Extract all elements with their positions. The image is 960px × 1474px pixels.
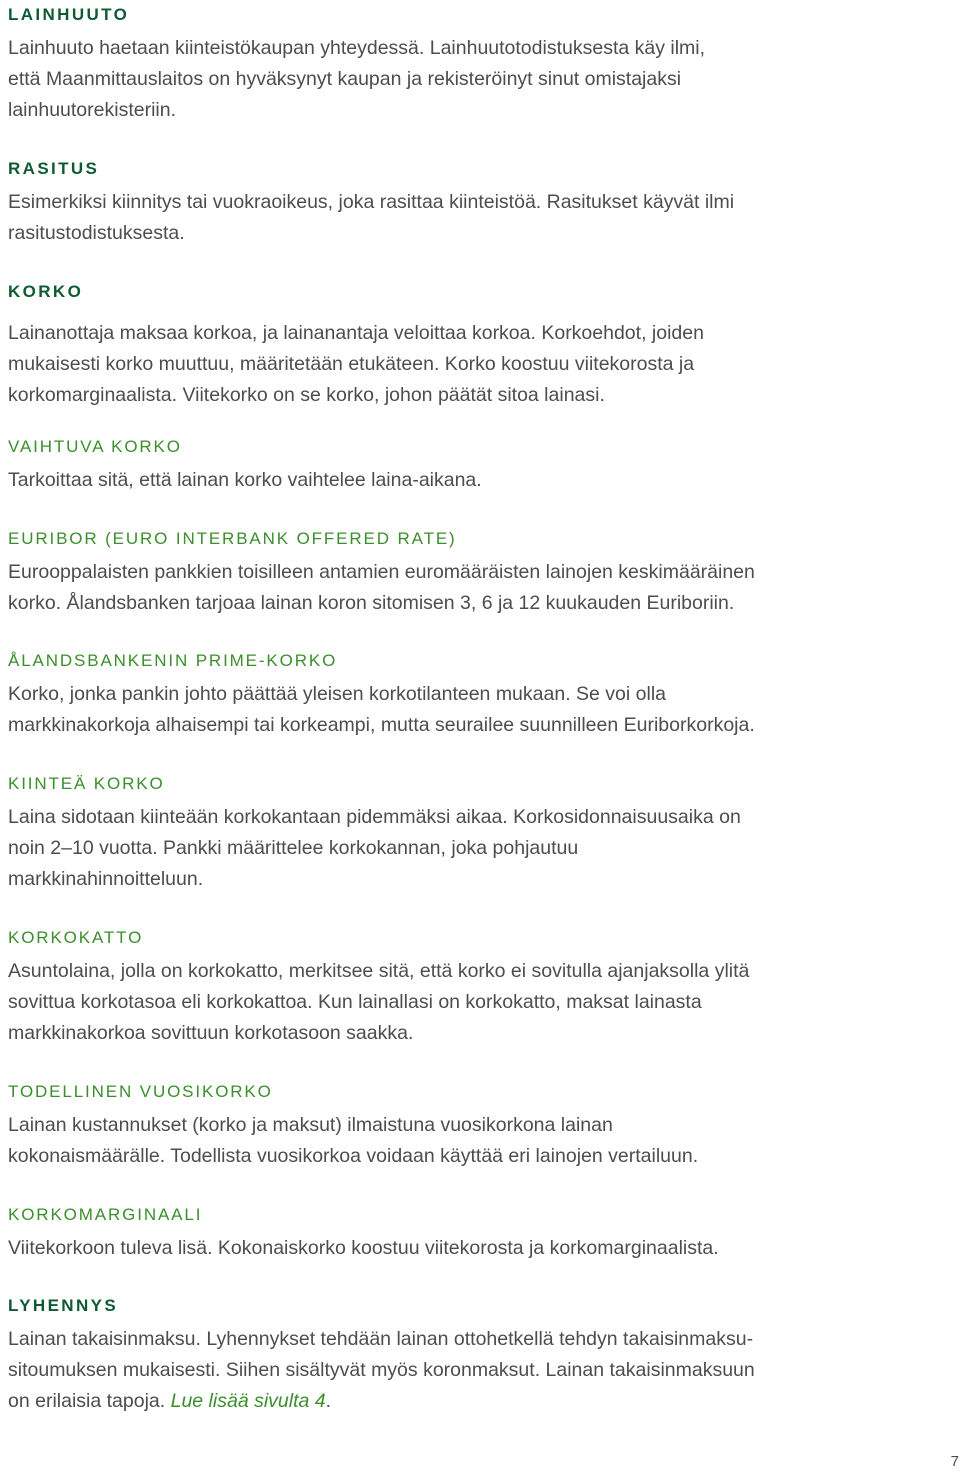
entry-euribor [8,529,755,619]
term-description: Tarkoittaa sitä, että lainan korko vaihtelee laina-aikana. [8,469,482,491]
term-heading: VAIHTUVA KORKO [8,437,182,456]
entry-prime-korko [8,651,755,741]
term-description: Esimerkiksi kiinnitys tai vuokraoikeus, joka rasittaa kiinteistöä. Rasitukset käyvät ilmi rasitustodistuksesta. [8,191,735,244]
entry-todellinen-vuosikorko [8,1082,698,1172]
term-description: Asuntolaina, jolla on korkokatto, merkitsee sitä, että korko ei sovitulla ajanjaksolla ylitä sovittua korkotasoa eli korkokattoa. Kun lainallasi on korkokatto, maksat lainasta markkinakorkoa sovittuun korkotasoon saakka. [8,960,750,1044]
entry-lainhuuto [8,5,705,126]
term-heading: KORKOMARGINAALI [8,1205,203,1224]
entry-korkokatto [8,928,749,1049]
term-description: Lainhuuto haetaan kiinteistökaupan yhteydessä. Lainhuutotodistuksesta käy ilmi, että Maanmittauslaitos on hyväksynyt kaupan ja rekisteröinyt sinut omistajaksi lainhuutorekisteriin. [8,37,706,121]
term-description: Lainan takaisinmaksu. Lyhennykset tehdään lainan ottohetkellä tehdyn takaisinmaksu- sitoumuksen mukaisesti. Siihen sisältyvät myös koronmaksut. Lainan takaisinmaksuun on erilaisia tapoja. Lue lisää sivulta 4. [8,1328,755,1412]
term-heading: LYHENNYS [8,1296,119,1315]
term-heading: ÅLANDSBANKENIN PRIME-KORKO [8,651,338,670]
page-number: 7 [950,1453,959,1470]
term-heading: KORKOKATTO [8,928,144,947]
term-heading: KIINTEÄ KORKO [8,774,165,793]
link-suffix: . [325,1390,332,1412]
entry-korko [8,282,704,411]
term-heading: KORKO [8,282,84,301]
entry-vaihtuva-korko [8,437,482,496]
entry-kiintea-korko [8,774,741,895]
term-description: Laina sidotaan kiinteään korkokantaan pidemmäksi aikaa. Korkosidonnaisuusaika on noin 2–10 vuotta. Pankki määrittelee korkokannan, joka pohjautuu markkinahinnoitteluun. [8,806,741,890]
read-more-link[interactable]: Lue lisää sivulta 4 [170,1390,326,1412]
term-heading: TODELLINEN VUOSIKORKO [8,1082,273,1101]
term-description: Korko, jonka pankin johto päättää yleisen korkotilanteen mukaan. Se voi olla markkinakorkoja alhaisempi tai korkeampi, mutta seurailee suunnilleen Euriborkorkoja. [8,683,755,736]
term-description: Viitekorkoon tuleva lisä. Kokonaiskorko koostuu viitekorosta ja korkomarginaalista. [8,1237,719,1259]
term-heading: EURIBOR (EURO INTERBANK OFFERED RATE) [8,529,457,548]
entry-korkomarginaali [8,1205,719,1264]
term-description: Lainan kustannukset (korko ja maksut) ilmaistuna vuosikorkona lainan kokonaismäärälle. Todellista vuosikorkoa voidaan käyttää eri lainojen vertailuun. [8,1114,699,1167]
entry-lyhennys [8,1296,755,1417]
term-heading: RASITUS [8,159,100,178]
term-description: Lainanottaja maksaa korkoa, ja lainanantaja veloittaa korkoa. Korkoehdot, joiden mukaisesti korko muuttuu, määritetään etukäteen. Korko koostuu viitekorosta ja korkomarginaalista. Viitekorko on se korko, johon päätät sitoa lainasi. [8,322,704,406]
term-description: Eurooppalaisten pankkien toisilleen antamien euromääräisten lainojen keskimääräinen korko. Ålandsbanken tarjoaa lainan koron sitomisen 3, 6 ja 12 kuukauden Euriboriin. [8,561,755,614]
entry-rasitus [8,159,734,249]
last-line-text: on erilaisia tapoja. [8,1390,166,1412]
term-heading: LAINHUUTO [8,5,130,24]
